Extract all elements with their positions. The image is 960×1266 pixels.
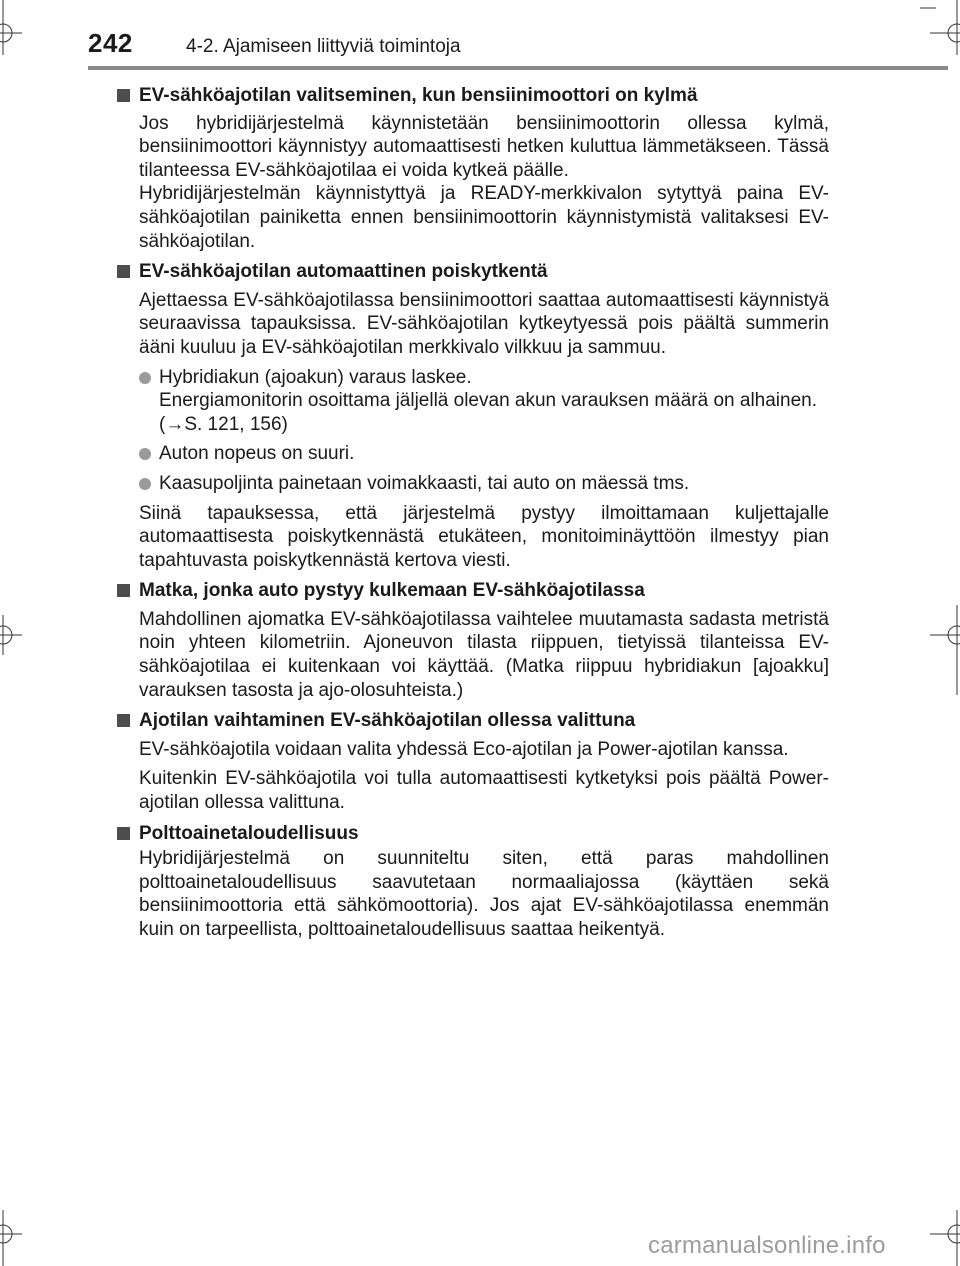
square-bullet-icon <box>117 827 130 840</box>
paragraph: Jos hybridijärjestelmä käynnistetään bensiinimoottorin ollessa kylmä, bensiinimoottori käynnistyy automaattisesti hetken kuluttua lämmetäkseen. Tässä tilanteessa EV-sähköajotilaa ei voida kytkeä päälle. Hybridijärjestelmän käynnistyttyä ja READY-merkkivalon sytyttyä paina EV-sähköajotilan painiketta ennen bensiinimoottorin käynnistymistä valitaksesi EV-sähköajotilan. <box>139 112 829 252</box>
square-bullet-icon <box>117 714 130 727</box>
paragraph: Siinä tapauksessa, että järjestelmä pystyy ilmoittamaan kuljettajalle automaattisesta poiskytkennästä etukäteen, monitoiminäyttöön ilmestyy pian tapahtuvasta poiskytkennästä kertova viesti. <box>139 502 829 571</box>
crop-mark-top-left <box>0 0 40 60</box>
page-number: 242 <box>88 28 133 58</box>
list-item: Kaasupoljinta painetaan voimakkaasti, tai auto on mäessä tms. <box>117 472 829 496</box>
chapter-title: 4-2. Ajamiseen liittyviä toimintoja <box>186 36 461 57</box>
paragraph: Hybridijärjestelmä on suunniteltu siten, että paras mahdollinen polttoainetaloudellisuus saavutetaan normaaliajossa (käyttäen sekä bensiinimoottoria että sähkömoottoria). Jos ajat EV-sähköajotilassa enemmän kuin on tarpeellista, polttoainetaloudellisuus saattaa heikentyä. <box>139 848 829 940</box>
section-heading: Matka, jonka auto pystyy kulkemaan EV-sähköajotilassa <box>117 579 829 603</box>
list-item: Hybridiakun (ajoakun) varaus laskee. Energiamonitorin osoittama jäljellä olevan akun varauksen määrä on alhainen. (→S. 121, 156) <box>117 366 829 437</box>
section-heading: Ajotilan vaihtaminen EV-sähköajotilan ollessa valittuna <box>117 709 829 733</box>
square-bullet-icon <box>117 89 130 102</box>
paragraph: Mahdollinen ajomatka EV-sähköajotilassa vaihtelee muutamasta sadasta metristä noin yhteen kilometriin. Ajoneuvon tilasta riippuen, tietyissä tilanteissa EV-sähköajotilaa ei kuitenkaan voi käyttää. (Matka riippuu hybridiakun [ajoakku] varauksen tasosta ja ajo-olosuhteista.) <box>139 608 829 701</box>
watermark-text: carmanualsonline.info <box>648 1232 886 1259</box>
header-rule <box>88 66 948 70</box>
list-item: Auton nopeus on suuri. <box>117 442 829 466</box>
circle-bullet-icon <box>139 372 151 384</box>
section-heading: EV-sähköajotilan automaattinen poiskytkentä <box>117 260 829 284</box>
paragraph: Kuitenkin EV-sähköajotila voi tulla automaattisesti kytketyksi pois päältä Power-ajotilan ollessa valittuna. <box>139 768 829 814</box>
crop-mark-bottom-left <box>0 1210 40 1266</box>
page-header <box>88 28 960 68</box>
section-heading: EV-sähköajotilan valitseminen, kun bensiinimoottori on kylmä <box>117 84 829 108</box>
crop-mark-mid-left <box>0 610 30 660</box>
crop-mark-bottom-right <box>920 1210 960 1266</box>
paragraph: Ajettaessa EV-sähköajotilassa bensiinimoottori saattaa automaattisesti käynnistyä seuraavissa tapauksissa. EV-sähköajotilan kytkeytyessä pois päältä summerin ääni kuuluu ja EV-sähköajotilan merkkivalo vilkkuu ja sammuu. <box>139 289 829 358</box>
paragraph: EV-sähköajotila voidaan valita yhdessä Eco-ajotilan ja Power-ajotilan kanssa. <box>139 738 789 760</box>
square-bullet-icon <box>117 584 130 597</box>
circle-bullet-icon <box>139 448 151 460</box>
page-content <box>117 80 829 942</box>
square-bullet-icon <box>117 265 130 278</box>
circle-bullet-icon <box>139 478 151 490</box>
crop-mark-mid-right <box>920 605 960 695</box>
section-heading: Polttoainetaloudellisuus <box>117 822 829 846</box>
